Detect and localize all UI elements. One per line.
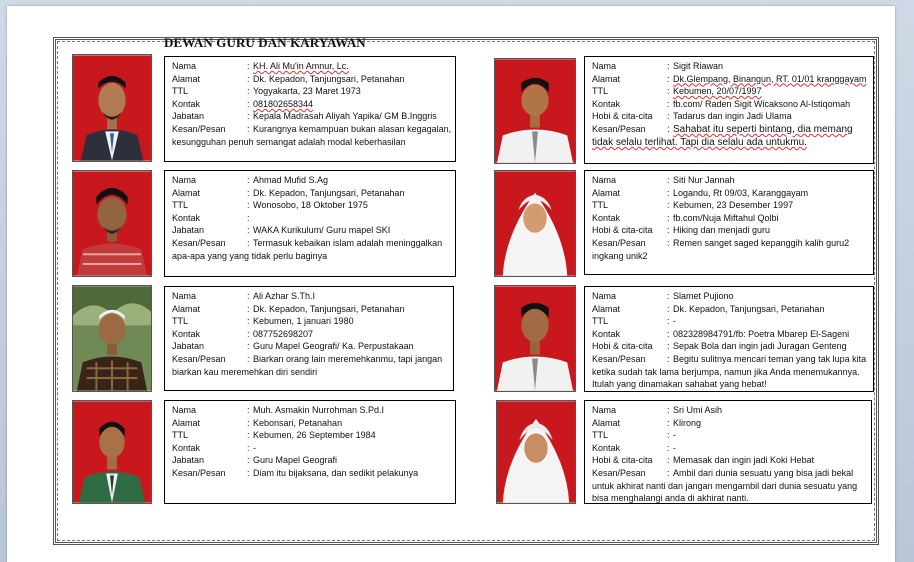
value-nama: Muh. Asmakin Nurrohman S.Pd.I	[253, 405, 385, 415]
field-kesan: Kesan/Pesan : Sahabat itu seperti bintang, dia memang tidak selalu terlihat. Tapi dia selalu ada untukmu.	[592, 123, 853, 148]
profile-card-teacher-1	[164, 56, 456, 162]
field-alamat: Alamat : Dk. Kepadon, Tanjungsari, Petanahan	[172, 303, 405, 314]
value-nama: Sigit Riawan	[673, 61, 724, 71]
value-nama: Ali Azhar S.Th.I	[253, 291, 316, 301]
value-alamat: Dk. Kepadon, Tanjungsari, Petanahan	[673, 303, 825, 314]
field-ttl: TTL : -	[592, 430, 676, 441]
field-hobi: Hobi & cita-cita : Memasak dan ingin jadi Koki Hebat	[592, 455, 815, 466]
value-ttl: Kebumen, 20/07/1997	[673, 86, 762, 97]
field-jabatan: Jabatan : Guru Mapel Geografi/ Ka. Perpustakaan	[172, 341, 414, 352]
value-kesan: Termasuk kebaikan islam adalah meninggalkan apa-apa yang yang tidak perlu baginya	[172, 237, 443, 261]
value-alamat: Dk. Kepadon, Tanjungsari, Petanahan	[253, 73, 405, 84]
value-ttl: Wonosobo, 18 Oktober 1975	[253, 200, 368, 211]
field-kontak: Kontak : fb.com/ Raden Sigit Wicaksono Al-Istiqomah	[592, 98, 851, 109]
field-nama: Nama : Ali Azhar S.Th.I	[172, 291, 316, 301]
value-kesan: Kurangnya kemampuan bukan alasan kegagalan, kesungguhan penuh semangat adalah modal keberhasilan	[172, 123, 452, 147]
profile-card-teacher-4	[164, 400, 456, 504]
profile-card-teacher-2	[164, 170, 456, 277]
photo-teacher-3[interactable]	[72, 285, 152, 392]
value-ttl: Kebumen, 26 September 1984	[253, 430, 376, 441]
field-ttl: TTL : Wonosobo, 18 Oktober 1975	[172, 200, 368, 211]
field-nama: Nama : Sigit Riawan	[592, 61, 724, 71]
value-kontak: 081802658344	[253, 98, 314, 109]
portrait-man-outdoor-icon	[73, 286, 151, 391]
field-kesan: Kesan/Pesan : Biarkan orang lain meremehkanmu, tapi jangan biarkan kau meremehkan diri sendiri	[172, 353, 443, 377]
field-kontak: Kontak : -	[592, 442, 676, 453]
field-alamat: Alamat : Logandu, Rt 09/03, Karanggayam	[592, 187, 809, 198]
value-ttl: Kebumen, 23 Desember 1997	[673, 200, 794, 211]
field-jabatan: Jabatan : Guru Mapel Geografi	[172, 455, 338, 466]
field-hobi: Hobi & cita-cita : Tadarus dan ingin Jadi Ulama	[592, 111, 792, 122]
value-hobi: Tadarus dan ingin Jadi Ulama	[673, 111, 792, 122]
profile-card-student-2	[584, 170, 874, 275]
field-jabatan: Jabatan : Kepala Madrasah Aliyah Yapika/ GM B.Inggris	[172, 111, 437, 122]
value-kesan: Sahabat itu seperti bintang, dia memang tidak selalu terlihat. Tapi dia selalu ada untukmu.	[592, 123, 853, 148]
portrait-man-suit-icon	[73, 55, 151, 161]
value-kesan: Biarkan orang lain meremehkanmu, tapi jangan biarkan kau meremehkan diri sendiri	[172, 353, 443, 377]
field-kesan: Kesan/Pesan : Begitu sulitnya mencari teman yang tak lupa kita ketika sudah tak lama berjumpa, namun jika Anda menemukannya. Itulah yang dinamakan sahabat yang hebat!	[592, 353, 867, 390]
field-kontak: Kontak : -	[172, 442, 256, 453]
value-alamat: Dk. Kepadon, Tanjungsari, Petanahan	[253, 187, 405, 198]
value-kesan: Begitu sulitnya mencari teman yang tak lupa kita ketika sudah tak lama berjumpa, namun jika Anda menemukannya. Itulah yang dinamakan sahabat yang hebat!	[592, 353, 867, 390]
photo-teacher-4[interactable]	[72, 400, 152, 504]
field-kesan: Kesan/Pesan : Remen sanget saged kepanggih kalih guru2 ingkang unik2	[592, 237, 850, 261]
value-nama: Ahmad Mufid S.Ag	[253, 175, 329, 185]
field-hobi: Hobi & cita-cita : Hiking dan menjadi guru	[592, 225, 771, 236]
value-ttl: -	[673, 316, 676, 327]
field-alamat: Alamat : Dk.Glempang, Binangun, RT. 01/01 kranggayam	[592, 73, 867, 84]
value-jabatan: Guru Mapel Geografi/ Ka. Perpustakaan	[253, 341, 414, 352]
field-kontak: Kontak :	[172, 212, 250, 223]
value-kontak: fb.com/Nuja Miftahul Qolbi	[673, 212, 779, 223]
value-alamat: Logandu, Rt 09/03, Karanggayam	[673, 187, 809, 198]
field-nama: Nama : KH. Ali Mu'in Amnur, Lc.	[172, 61, 349, 71]
portrait-boy-uniform-icon	[495, 286, 575, 391]
field-alamat: Alamat : Dk. Kepadon, Tanjungsari, Petanahan	[592, 303, 825, 314]
value-alamat: Dk.Glempang, Binangun, RT. 01/01 kranggayam	[673, 73, 867, 84]
field-nama: Nama : Muh. Asmakin Nurrohman S.Pd.I	[172, 405, 385, 415]
value-kontak: 087752698207	[253, 328, 314, 339]
page-title: DEWAN GURU DAN KARYAWAN	[164, 35, 366, 50]
field-nama: Nama : Ahmad Mufid S.Ag	[172, 175, 329, 185]
field-kontak: Kontak : fb.com/Nuja Miftahul Qolbi	[592, 212, 779, 223]
field-alamat: Alamat : Dk. Kepadon, Tanjungsari, Petanahan	[172, 73, 405, 84]
value-kontak: -	[253, 442, 256, 453]
portrait-girl-hijab-icon	[495, 171, 575, 276]
field-nama: Nama : Sri Umi Asih	[592, 405, 723, 415]
value-kontak: 082328984791/fb: Poetra Mbarep El-Sageni	[673, 328, 850, 339]
value-ttl: Kebumen, 1 januari 1980	[253, 316, 354, 327]
field-ttl: TTL : -	[592, 316, 676, 327]
field-alamat: Alamat : Dk. Kepadon, Tanjungsari, Petanahan	[172, 187, 405, 198]
value-nama: Sri Umi Asih	[673, 405, 723, 415]
portrait-man-batik-icon	[73, 171, 151, 276]
field-ttl: TTL : Kebumen, 26 September 1984	[172, 430, 376, 441]
photo-teacher-1[interactable]	[72, 54, 152, 162]
value-hobi: Memasak dan ingin jadi Koki Hebat	[673, 455, 815, 466]
field-ttl: TTL : Kebumen, 1 januari 1980	[172, 316, 354, 327]
photo-student-1[interactable]	[494, 58, 576, 164]
value-nama: KH. Ali Mu'in Amnur, Lc.	[253, 61, 349, 71]
field-kontak: Kontak : 087752698207	[172, 328, 314, 339]
profile-card-student-3	[584, 286, 874, 392]
value-jabatan: WAKA Kurikulum/ Guru mapel SKI	[253, 225, 391, 236]
photo-student-2[interactable]	[494, 170, 576, 277]
value-hobi: Sepak Bola dan ingin jadi Juragan Genteng	[673, 341, 847, 352]
value-jabatan: Kepala Madrasah Aliyah Yapika/ GM B.Inggris	[253, 111, 437, 122]
field-alamat: Alamat : Kebonsari, Petanahan	[172, 417, 343, 428]
field-kesan: Kesan/Pesan : Ambil dari dunia sesuatu yang bisa jadi bekal untuk akhirat nanti dan jangan mengambil dari dunia sesuatu yang bisa menghalangi anda di akhirat nanti.	[592, 467, 858, 504]
value-nama: Siti Nur Jannah	[673, 175, 735, 185]
value-nama: Slamet Pujiono	[673, 291, 734, 301]
field-ttl: TTL : Kebumen, 23 Desember 1997	[592, 200, 794, 211]
field-kontak: Kontak : 082328984791/fb: Poetra Mbarep El-Sageni	[592, 328, 850, 339]
field-jabatan: Jabatan : WAKA Kurikulum/ Guru mapel SKI	[172, 225, 391, 236]
portrait-man-green-suit-icon	[73, 401, 151, 503]
field-alamat: Alamat : Klirong	[592, 417, 702, 428]
value-kontak: -	[673, 442, 676, 453]
field-hobi: Hobi & cita-cita : Sepak Bola dan ingin jadi Juragan Genteng	[592, 341, 847, 352]
value-kesan: Remen sanget saged kepanggih kalih guru2 ingkang unik2	[592, 237, 850, 261]
profile-card-student-1	[584, 56, 874, 164]
field-kesan: Kesan/Pesan : Termasuk kebaikan islam adalah meninggalkan apa-apa yang yang tidak perlu baginya	[172, 237, 443, 261]
value-kontak: fb.com/ Raden Sigit Wicaksono Al-Istiqomah	[673, 98, 851, 109]
field-kontak: Kontak : 081802658344	[172, 98, 314, 109]
value-kesan: Diam itu bijaksana, dan sedikit pelakunya	[253, 467, 419, 478]
value-alamat: Kebonsari, Petanahan	[253, 417, 343, 428]
value-ttl: -	[673, 430, 676, 441]
photo-student-4[interactable]	[496, 400, 576, 504]
field-kesan: Kesan/Pesan : Diam itu bijaksana, dan sedikit pelakunya	[172, 467, 419, 478]
value-kesan: Ambil dari dunia sesuatu yang bisa jadi bekal untuk akhirat nanti dan jangan mengambil dari dunia sesuatu yang bisa menghalangi anda di akhirat nanti.	[592, 467, 858, 504]
value-alamat: Klirong	[673, 417, 702, 428]
value-hobi: Hiking dan menjadi guru	[673, 225, 771, 236]
photo-student-3[interactable]	[494, 285, 576, 392]
field-ttl: TTL : Yogyakarta, 23 Maret 1973	[172, 86, 361, 97]
value-jabatan: Guru Mapel Geografi	[253, 455, 338, 466]
value-ttl: Yogyakarta, 23 Maret 1973	[253, 86, 361, 97]
profile-card-teacher-3	[164, 286, 454, 391]
field-nama: Nama : Slamet Pujiono	[592, 291, 734, 301]
field-kesan: Kesan/Pesan : Kurangnya kemampuan bukan alasan kegagalan, kesungguhan penuh semangat adalah modal keberhasilan	[172, 123, 452, 147]
photo-teacher-2[interactable]	[72, 170, 152, 277]
portrait-girl-hijab-icon	[497, 401, 575, 503]
field-nama: Nama : Siti Nur Jannah	[592, 175, 735, 185]
portrait-boy-uniform-icon	[495, 59, 575, 163]
field-ttl: TTL : Kebumen, 20/07/1997	[592, 86, 762, 97]
value-alamat: Dk. Kepadon, Tanjungsari, Petanahan	[253, 303, 405, 314]
profile-card-student-4	[584, 400, 872, 504]
